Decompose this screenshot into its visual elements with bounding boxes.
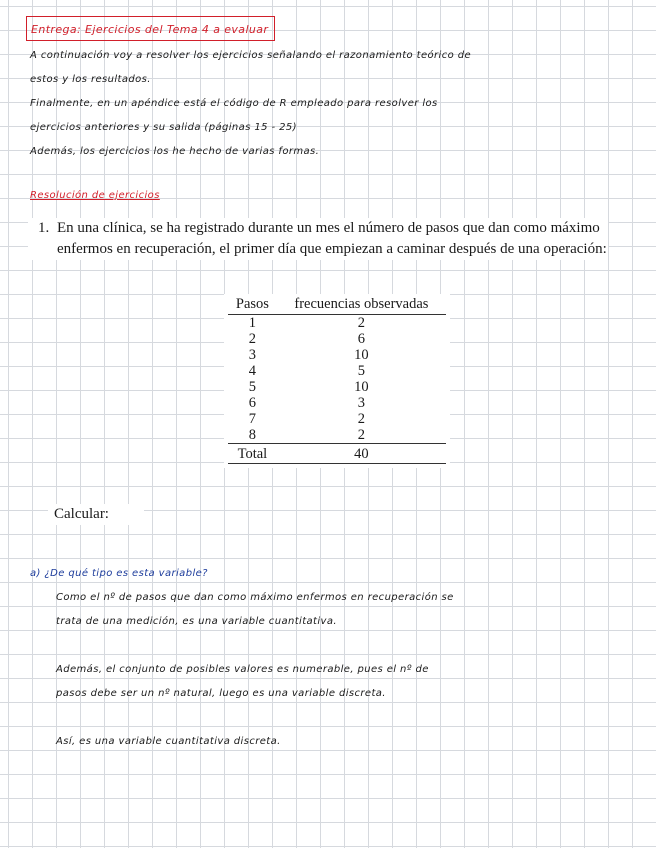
answer-line-1: Como el nº de pasos que dan como máximo enfermos en recuperación se <box>56 592 454 603</box>
column-header: frecuencias observadas <box>277 296 446 315</box>
table-row <box>228 411 446 427</box>
table-cell: 1 <box>248 315 257 331</box>
title-box <box>26 16 275 41</box>
table-cell: 10 <box>354 379 369 395</box>
table-cell: 4 <box>248 363 257 379</box>
intro-line-4: ejercicios anteriores y su salida (páginas 15 - 25) <box>30 122 297 133</box>
answer-line-3: Además, el conjunto de posibles valores es numerable, pues el nº de <box>56 664 429 675</box>
table-cell: 6 <box>248 395 257 411</box>
table-cell: 2 <box>248 331 257 347</box>
problem-text: En una clínica, se ha registrado durante un mes el número de pasos que dan como máximo enfermos en recuperación, el primer día que empiezan a caminar después de una operación: <box>57 220 607 257</box>
intro-line-2: estos y los resultados. <box>30 74 151 85</box>
table-row <box>228 379 446 395</box>
table-cell: 2 <box>357 411 366 427</box>
answer-line-4: pasos debe ser un nº natural, luego es una variable discreta. <box>56 688 386 699</box>
table-cell: 3 <box>357 395 366 411</box>
frequency-table-wrap <box>224 294 450 468</box>
table-cell: 5 <box>357 363 366 379</box>
answer-question: a) ¿De qué tipo es esta variable? <box>30 568 208 579</box>
problem-number: 1. <box>38 220 50 236</box>
table-row <box>228 331 446 347</box>
section-heading: Resolución de ejercicios <box>30 190 160 201</box>
table-row <box>228 395 446 411</box>
table-row <box>228 363 446 379</box>
problem-statement <box>28 218 608 260</box>
total-value: 40 <box>277 444 446 464</box>
frequency-table <box>228 296 446 464</box>
intro-line-5: Además, los ejercicios los he hecho de varias formas. <box>30 146 320 157</box>
table-row <box>228 427 446 444</box>
answer-line-5: Así, es una variable cuantitativa discreta. <box>56 736 281 747</box>
table-total-row <box>228 444 446 464</box>
table-cell: 3 <box>248 347 257 363</box>
table-cell: 2 <box>357 427 366 443</box>
total-label: Total <box>228 444 277 464</box>
table-cell: 8 <box>248 427 257 443</box>
page-title: Entrega: Ejercicios del Tema 4 a evaluar <box>31 23 269 36</box>
table-row <box>228 347 446 363</box>
column-header: Pasos <box>228 296 277 315</box>
intro-line-1: A continuación voy a resolver los ejercicios señalando el razonamiento teórico de <box>30 50 471 61</box>
table-cell: 2 <box>357 315 366 331</box>
answer-line-2: trata de una medición, es una variable cuantitativa. <box>56 616 337 627</box>
table-cell: 5 <box>248 379 257 395</box>
table-cell: 7 <box>248 411 257 427</box>
table-cell: 10 <box>354 347 369 363</box>
table-row <box>228 315 446 332</box>
table-cell: 6 <box>357 331 366 347</box>
intro-line-3: Finalmente, en un apéndice está el código de R empleado para resolver los <box>30 98 438 109</box>
calc-label: Calcular: <box>48 504 144 525</box>
